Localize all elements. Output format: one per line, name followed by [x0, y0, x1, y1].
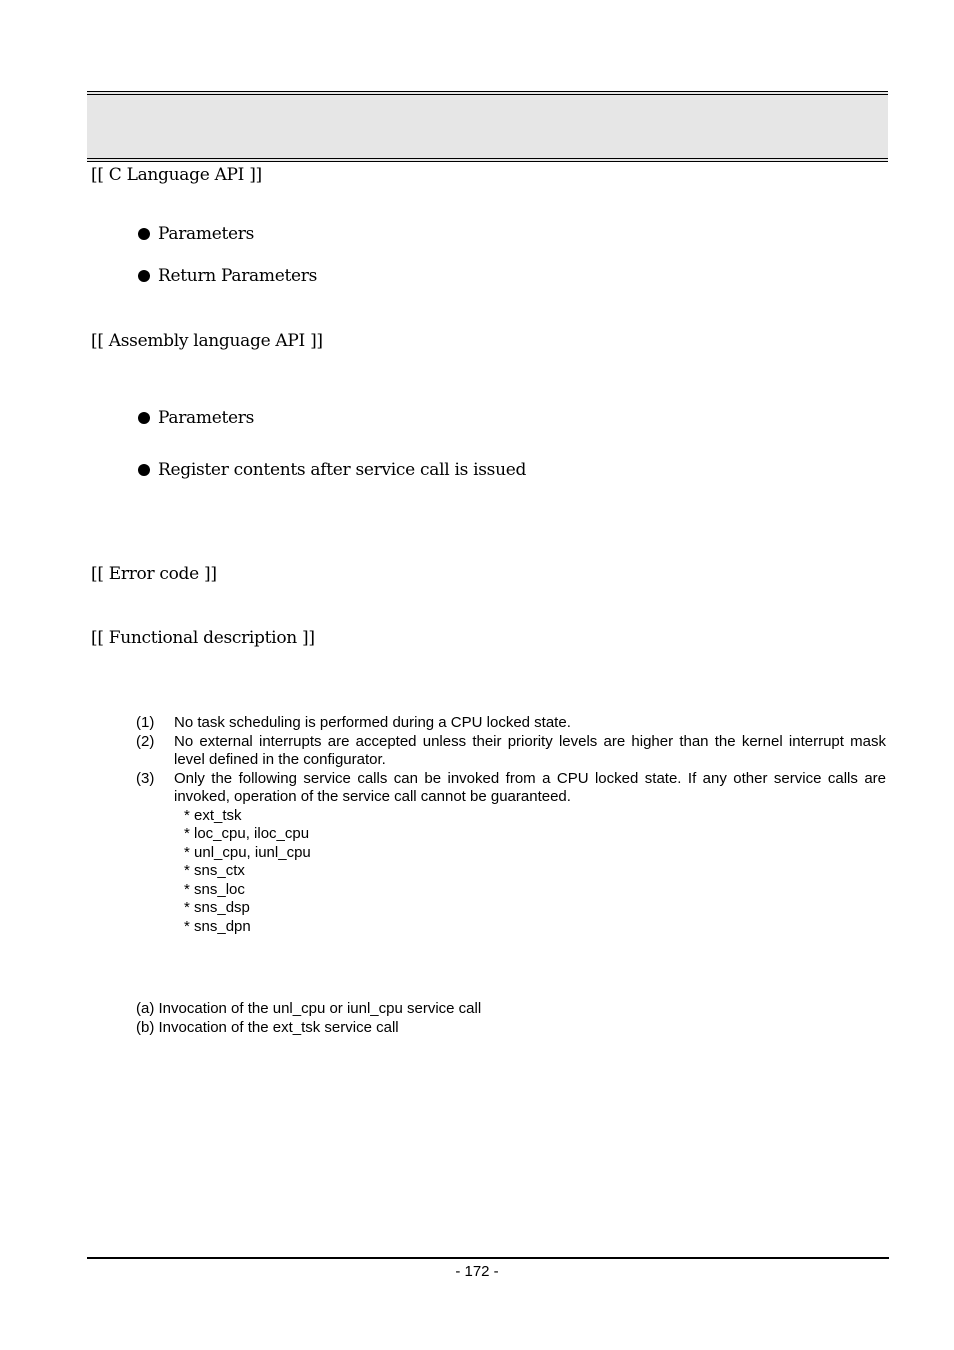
list-text: Only the following service calls can be invoked from a CPU locked state. If any other service calls are invoked, operation of the service call cannot be guaranteed.: [174, 769, 886, 805]
list-number: (1): [136, 714, 155, 731]
list-item: [136, 714, 886, 733]
service-call-item: * ext_tsk: [184, 806, 242, 824]
heading-assembly-language-api: [[ Assembly language API ]]: [91, 331, 323, 351]
list-item: [136, 770, 886, 807]
heading-error-code: [[ Error code ]]: [91, 564, 217, 584]
service-call-item: * sns_dsp: [184, 899, 250, 916]
bullet-asm-parameters: [138, 408, 254, 428]
page-number: - 172 -: [455, 1263, 499, 1280]
heading-functional-description: [[ Functional description ]]: [91, 628, 315, 648]
list-number: (2): [136, 732, 155, 750]
list-number: (3): [136, 769, 155, 787]
service-call-item: * sns_dpn: [184, 917, 251, 935]
heading-c-language-api: [[ C Language API ]]: [91, 165, 262, 185]
bullet-icon: [138, 228, 150, 240]
condition-item: (b) Invocation of the ext_tsk service call: [136, 1018, 399, 1036]
list-text: No task scheduling is performed during a CPU locked state.: [174, 714, 571, 731]
bullet-label: Parameters: [158, 224, 254, 244]
bullet-c-return-parameters: [138, 266, 317, 286]
header-box: [87, 91, 888, 162]
bullet-label: Return Parameters: [158, 266, 318, 286]
condition-list: [136, 1000, 481, 1037]
bullet-icon: [138, 464, 150, 476]
list-item: [136, 733, 886, 770]
bullet-label: Register contents after service call is issued: [158, 460, 527, 480]
service-call-item: * unl_cpu, iunl_cpu: [184, 843, 311, 861]
service-call-list: [184, 807, 886, 937]
bullet-icon: [138, 412, 150, 424]
service-call-item: * sns_ctx: [184, 862, 245, 879]
footer-rule: [87, 1257, 889, 1259]
service-call-item: * loc_cpu, iloc_cpu: [184, 825, 310, 842]
bullet-icon: [138, 270, 150, 282]
bullet-label: Parameters: [158, 408, 254, 428]
numbered-list: [136, 714, 886, 936]
condition-item: (a) Invocation of the unl_cpu or iunl_cpu service call: [136, 1000, 482, 1017]
bullet-asm-register-contents: [138, 460, 526, 480]
bullet-c-parameters: [138, 224, 254, 244]
list-text: No external interrupts are accepted unless their priority levels are higher than the kernel interrupt mask level defined in the configurator.: [174, 732, 886, 768]
service-call-item: * sns_loc: [184, 880, 245, 898]
